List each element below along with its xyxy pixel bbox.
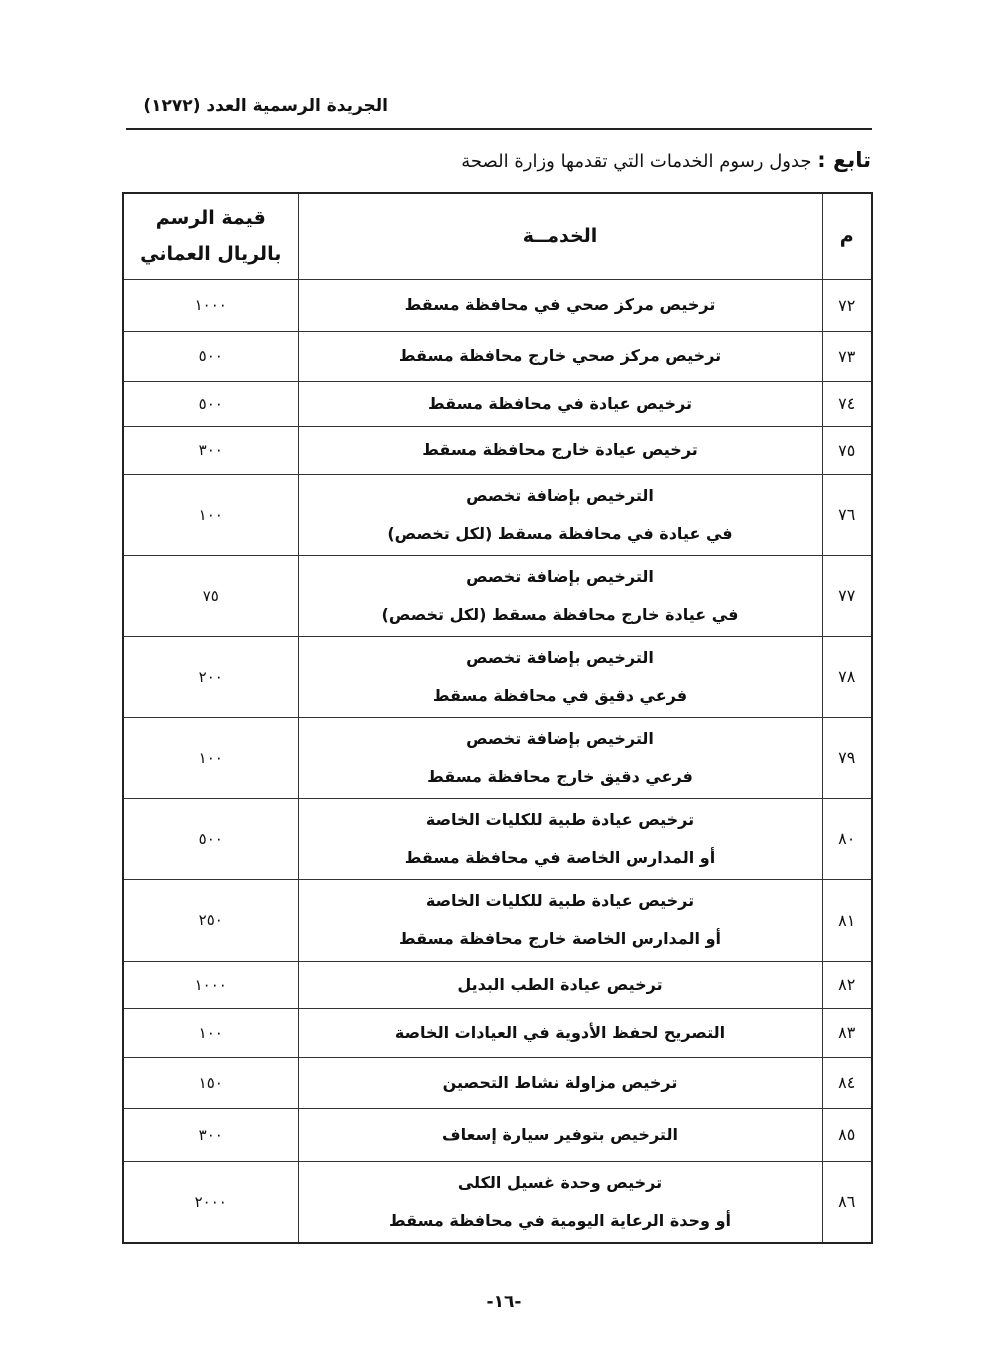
fees-table	[122, 192, 873, 1244]
row-index: ٨١	[822, 879, 872, 961]
row-index: ٧٥	[822, 426, 872, 474]
row-index: ٧٤	[822, 381, 872, 426]
service-line: التصريح لحفظ الأدوية في العيادات الخاصة	[394, 1022, 726, 1042]
row-index: ٨٤	[822, 1057, 872, 1108]
service-line: ترخيص وحدة غسيل الكلى	[457, 1172, 663, 1192]
header-index: م	[822, 193, 872, 279]
row-fee: ١٠٠	[123, 717, 298, 798]
row-index: ٨٦	[822, 1161, 872, 1243]
row-index: ٨٢	[822, 961, 872, 1008]
table-row	[123, 636, 872, 717]
row-service	[298, 279, 822, 331]
service-line: فرعي دقيق في محافظة مسقط	[432, 685, 688, 705]
row-index: ٨٠	[822, 798, 872, 879]
table-row	[123, 961, 872, 1008]
table-row	[123, 555, 872, 636]
table-row	[123, 474, 872, 555]
row-fee: ٥٠٠	[123, 381, 298, 426]
row-service	[298, 636, 822, 717]
row-service	[298, 879, 822, 961]
table-header-row	[123, 193, 872, 279]
row-service	[298, 798, 822, 879]
row-service	[298, 1161, 822, 1243]
row-service	[298, 717, 822, 798]
row-index: ٧٢	[822, 279, 872, 331]
service-line: أو المدارس الخاصة في محافظة مسقط	[404, 847, 716, 867]
row-service	[298, 555, 822, 636]
service-line: ترخيص عيادة الطب البديل	[457, 974, 663, 994]
service-line: ترخيص مزاولة نشاط التحصين	[442, 1072, 678, 1092]
table-row	[123, 1057, 872, 1108]
row-fee: ١٠٠	[123, 1008, 298, 1057]
section-title	[461, 148, 871, 172]
section-title-text: جدول رسوم الخدمات التي تقدمها وزارة الصحة	[461, 151, 812, 172]
table-row	[123, 1161, 872, 1243]
service-line: الترخيص بإضافة تخصص	[466, 647, 654, 667]
header-divider	[126, 128, 872, 130]
service-line: ترخيص عيادة طبية للكليات الخاصة	[425, 809, 695, 829]
row-fee: ٢٥٠	[123, 879, 298, 961]
service-line: ترخيص عيادة خارج محافظة مسقط	[422, 440, 698, 459]
row-service	[298, 474, 822, 555]
service-line: الترخيص بإضافة تخصص	[466, 485, 654, 505]
service-line: فرعي دقيق خارج محافظة مسقط	[427, 766, 693, 786]
page-number: -١٦-	[486, 1292, 522, 1312]
service-line: ترخيص عيادة طبية للكليات الخاصة	[425, 891, 695, 910]
service-line: ترخيص عيادة في محافظة مسقط	[428, 393, 692, 413]
table-body	[123, 279, 872, 1243]
row-service	[298, 381, 822, 426]
table-row	[123, 798, 872, 879]
header-fee-line2: بالريال العماني	[140, 243, 282, 266]
table-row	[123, 279, 872, 331]
row-fee: ٢٠٠	[123, 636, 298, 717]
row-service	[298, 1008, 822, 1057]
table-row	[123, 331, 872, 381]
service-line: ترخيص مركز صحي في محافظة مسقط	[404, 295, 716, 314]
table-row	[123, 426, 872, 474]
row-fee: ١٠٠	[123, 474, 298, 555]
row-service	[298, 331, 822, 381]
service-line: ترخيص مركز صحي خارج محافظة مسقط	[398, 346, 722, 365]
row-fee: ٧٥	[123, 555, 298, 636]
service-line: أو وحدة الرعاية اليومية في محافظة مسقط	[388, 1210, 731, 1230]
service-line: الترخيص بإضافة تخصص	[466, 566, 654, 586]
section-title-prefix: تابع :	[817, 148, 871, 172]
row-index: ٧٩	[822, 717, 872, 798]
row-service	[298, 1108, 822, 1161]
header-service: الخدمــة	[298, 193, 822, 279]
header-fee-line1: قيمة الرسم	[155, 207, 266, 230]
row-fee: ٣٠٠	[123, 1108, 298, 1161]
row-index: ٧٣	[822, 331, 872, 381]
row-fee: ٥٠٠	[123, 798, 298, 879]
header-fee	[123, 193, 298, 279]
service-line: في عيادة خارج محافظة مسقط (لكل تخصص)	[381, 604, 739, 624]
service-line: الترخيص بإضافة تخصص	[466, 728, 654, 748]
table-row	[123, 717, 872, 798]
row-fee: ١٠٠٠	[123, 279, 298, 331]
row-fee: ١٥٠	[123, 1057, 298, 1108]
gazette-header-title: الجريدة الرسمية العدد (١٢٧٢)	[143, 96, 388, 116]
row-fee: ٢٠٠٠	[123, 1161, 298, 1243]
service-line: الترخيص بتوفير سيارة إسعاف	[442, 1124, 678, 1144]
table-row	[123, 1108, 872, 1161]
row-fee: ٥٠٠	[123, 331, 298, 381]
row-service	[298, 961, 822, 1008]
row-index: ٨٥	[822, 1108, 872, 1161]
row-index: ٧٧	[822, 555, 872, 636]
service-line: أو المدارس الخاصة خارج محافظة مسقط	[398, 929, 722, 948]
row-service	[298, 426, 822, 474]
table-row	[123, 879, 872, 961]
service-line: في عيادة في محافظة مسقط (لكل تخصص)	[387, 523, 733, 543]
row-fee: ٣٠٠	[123, 426, 298, 474]
row-service	[298, 1057, 822, 1108]
row-index: ٨٣	[822, 1008, 872, 1057]
table-row	[123, 381, 872, 426]
table-row	[123, 1008, 872, 1057]
row-index: ٧٨	[822, 636, 872, 717]
row-index: ٧٦	[822, 474, 872, 555]
row-fee: ١٠٠٠	[123, 961, 298, 1008]
